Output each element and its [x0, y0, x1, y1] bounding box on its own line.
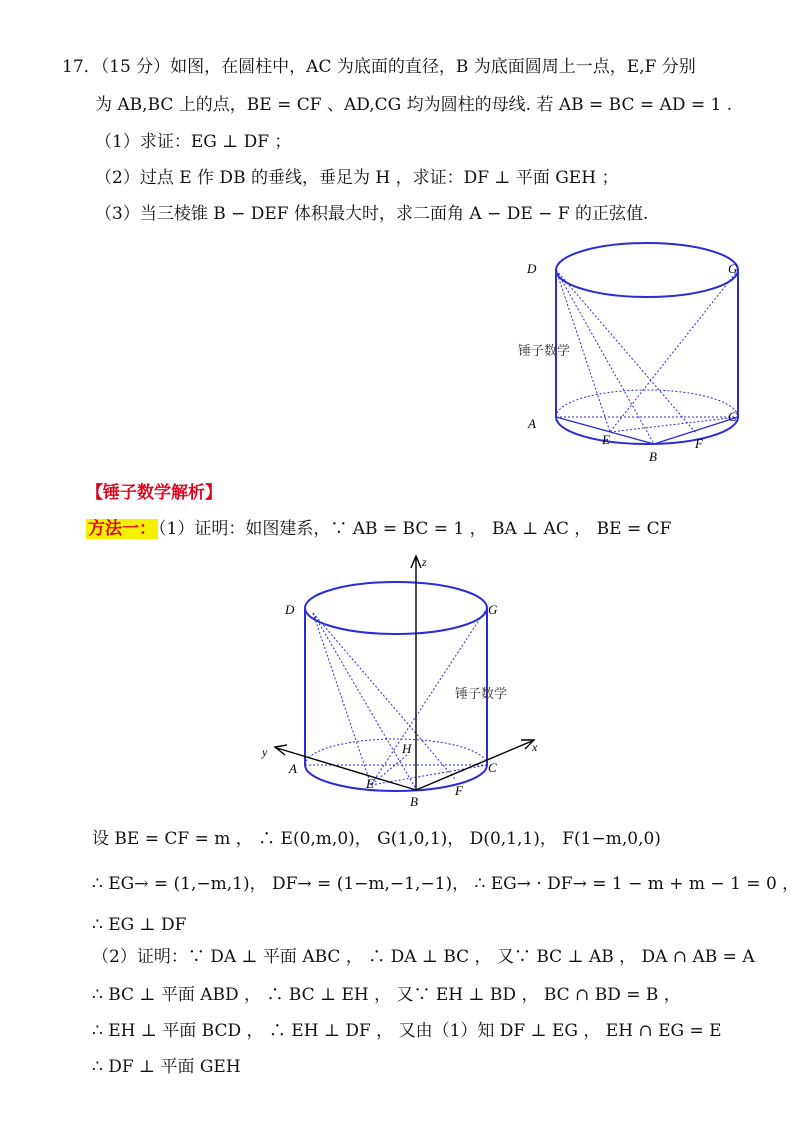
- proof-line-1: 设 BE = CF = m ， ∴ E(0,m,0)， G(1,0,1)， D(0,1,1)， F(1−m,0,0): [92, 829, 661, 849]
- label-F: F: [455, 783, 463, 798]
- label-H: H: [402, 741, 412, 756]
- proof-line-7: ∴ DF ⊥ 平面 GEH: [92, 1057, 241, 1077]
- watermark: 锤子数学: [518, 344, 571, 359]
- axis-y-label: y: [262, 745, 268, 759]
- question-1: （1）求证：EG ⊥ DF ；: [95, 132, 292, 152]
- label-B: B: [649, 449, 657, 464]
- label-B: B: [410, 794, 418, 809]
- label-D: D: [527, 261, 537, 276]
- label-A: A: [528, 416, 536, 431]
- proof-line-4: （2）证明：∵ DA ⊥ 平面 ABC ， ∴ DA ⊥ BC ， 又∵ BC ⊥ AB ， DA ∩ AB = A: [92, 947, 755, 967]
- proof-line-6: ∴ EH ⊥ 平面 BCD ， ∴ EH ⊥ DF ， 又由（1）知 DF ⊥ EG ， EH ∩ EG = E: [92, 1021, 722, 1041]
- method-line: [86, 518, 671, 540]
- label-E: E: [602, 432, 610, 447]
- question-3: （3）当三棱锥 B − DEF 体积最大时，求二面角 A − DE − F 的正弦值.: [95, 204, 649, 224]
- method-text: （1）证明：如图建系，∵ AB = BC = 1 ， BA ⊥ AC ， BE = CF: [158, 519, 672, 539]
- label-D: D: [285, 602, 295, 617]
- proof-line-5: ∴ BC ⊥ 平面 ABD ， ∴ BC ⊥ EH ， 又∵ EH ⊥ BD ， BC ∩ BD = B ，: [92, 985, 681, 1005]
- proof-line-2: ∴ EG→ = (1,−m,1)， DF→ = (1−m,−1,−1)， ∴ EG→ · DF→ = 1 − m + m − 1 = 0 ，: [92, 874, 800, 894]
- figure-cylinder-1: [515, 235, 755, 470]
- question-2: （2）过点 E 作 DB 的垂线，垂足为 H ，求证：DF ⊥ 平面 GEH ；: [95, 168, 619, 188]
- label-E: E: [366, 776, 374, 791]
- axis-z-label: z: [422, 555, 427, 569]
- axis-x-label: x: [532, 740, 538, 754]
- figure-cylinder-2: [255, 550, 555, 810]
- label-F: F: [695, 436, 703, 451]
- proof-line-3: ∴ EG ⊥ DF: [92, 915, 187, 935]
- label-G: G: [488, 602, 498, 617]
- watermark: 锤子数学: [455, 687, 508, 702]
- problem-number: 17．: [62, 57, 101, 77]
- label-G: G: [728, 261, 738, 276]
- label-C: C: [728, 409, 737, 424]
- label-C: C: [488, 760, 497, 775]
- solution-header: 【锤子数学解析】: [86, 483, 222, 503]
- problem-line-1: [62, 56, 696, 78]
- label-A: A: [289, 761, 297, 776]
- method-label: 方法一：: [88, 519, 156, 539]
- problem-line-2: 为 AB,BC 上的点，BE = CF 、AD,CG 均为圆柱的母线. 若 AB = BC = AD = 1 .: [95, 95, 733, 115]
- problem-text-1: （15 分）如图，在圆柱中，AC 为底面的直径，B 为底面圆周上一点，E,F 分别: [100, 57, 696, 77]
